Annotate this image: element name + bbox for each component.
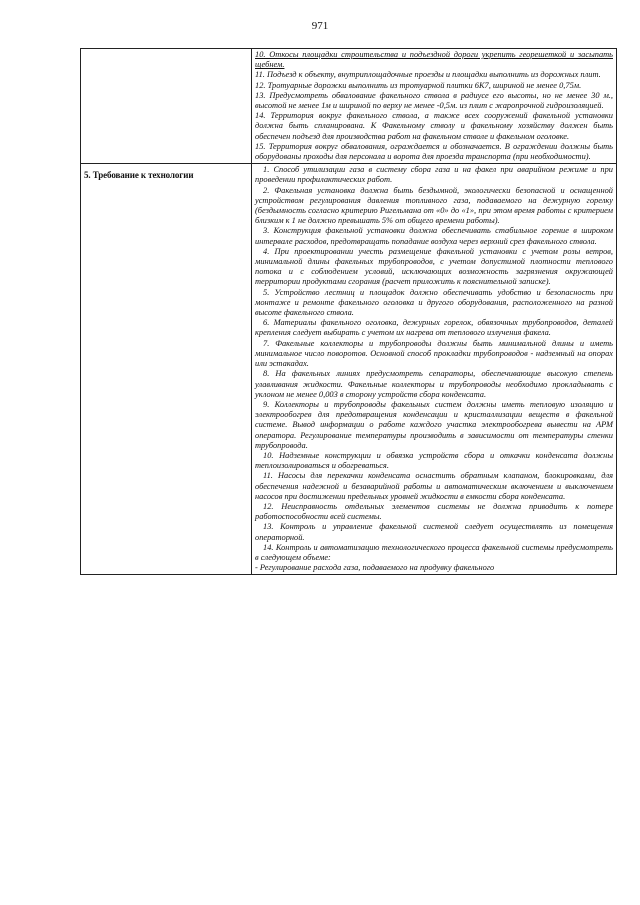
requirements-table [80, 48, 617, 575]
list-item: 1. Способ утилизации газа в систему сбора газа и на факел при аварийном режиме и при проведении профилактических работ. [255, 165, 613, 185]
list-item: 5. Устройство лестниц и площадок должно обеспечивать удобство и безопасность при монтаже и ремонте факельного оголовка и другого оборудования, расположенного на разной высоте факельного ствола. [255, 287, 613, 318]
section-title-cell [81, 164, 252, 575]
list-item: 15. Территория вокруг обвалования, ограждается и обозначается. В ограждении должны быть оборудованы проходы для персонала и ворота для проезда транспорта (при необходимости). [255, 141, 613, 162]
list-item: 13. Предусмотреть обвалование факельного ствола в радиусе его высоты, но не менее 30 м., высотой не менее 1м и шириной по верху не менее -0,5м. из плит с жаропрочной гидроизоляцией. [255, 90, 613, 111]
list-item: 8. На факельных линиях предусмотреть сепараторы, обеспечивающие высокую степень улавливания жидкости. Факельные коллекторы и трубопроводы необходимо прокладывать с уклоном не менее 0,003 в сторону устройств сбора конденсата. [255, 369, 613, 399]
list-item: 9. Коллекторы и трубопроводы факельных систем должны иметь тепловую изоляцию и электрообогрев для предотвращения конденсации и кристаллизации веществ в факельной системе. Вывод информации о работе каждого участка электрообогрева вывести на АРМ оператора. Регулирование температуры производить в зависимости от температуры стенки трубопровода. [255, 399, 613, 450]
list-item: 7. Факельные коллекторы и трубопроводы должны быть минимальной длины и иметь минимальное число поворотов. Основной способ прокладки трубопроводов - надземный на опорах или эстакадах. [255, 338, 613, 369]
section-title: 5. Требование к технологии [84, 170, 194, 181]
list-item: 10. Откосы площадки строительства и подъездной дороги укрепить георешеткой и засыпать щебнем. [255, 50, 613, 70]
list-item: 4. При проектировании учесть размещение факельной установки с учетом розы ветров, минимальной длины факельных трубопроводов, с учетом допустимой плотности теплового потока и с соблюдением условий, исключающих возможность загрязнения окружающей территории продуктами сгорания (расчет приложить к пояснительной записке). [255, 246, 613, 287]
section-content-cell [252, 164, 617, 575]
list-item: 2. Факельная установка должна быть бездымной, экологически безопасной и оснащенной устройством регулирования давления топливного газа, подаваемого на дежурную горелку (бездымность согласно критерию Ригельмана от «0» до «1», при этом время работы с критерием близким к 1 не должно превышать 5% от общего времени работы). [255, 185, 613, 226]
list-item: 10. Надземные конструкции и обвязка устройств сбора и откачки конденсата должны теплоизолироваться и обогреваться. [255, 450, 613, 471]
list-item: 13. Контроль и управление факельной системой следует осуществлять из помещения операторной. [255, 522, 613, 542]
list-item: 14. Контроль и автоматизацию технологического процесса факельной системы предусмотреть в следующем объеме: [255, 542, 613, 562]
list-item: 12. Тротуарные дорожки выполнить из тротуарной плитки 6К7, шириной не менее 0,75м. [255, 80, 582, 90]
section-title-cell [81, 49, 252, 164]
list-item: 11. Подъезд к объекту, внутриплощадочные проезды и площадки выполнить из дорожных плит. [255, 70, 601, 80]
section-content-cell [252, 49, 617, 164]
list-item: 14. Территория вокруг факельного ствола, а также всех сооружений факельной установки должна быть спланирована. К Факельному стволу и факельному хозяйству должен быть обеспечен подъезд для производства работ на факельном стволе и факельном оголовке. [255, 111, 613, 141]
list-item: 11. Насосы для перекачки конденсата оснастить обратным клапаном, блокировками, для обеспечения надежной и безаварийной работы и автоматическим включением и выключением насосов при достижении предельных уровней жидкости в емкости сбора конденсата. [255, 471, 613, 501]
page-number: 971 [311, 20, 329, 32]
list-item: 3. Конструкция факельной установки должна обеспечивать стабильное горение в широком интервале расходов, предотвращать попадание воздуха через верхний срез факельного ствола. [255, 226, 613, 246]
list-item: 6. Материалы факельного оголовка, дежурных горелок, обвязочных трубопроводов, деталей крепления следует выбирать с учетом их нагрева от теплового излучения факела. [255, 318, 613, 338]
list-item: 12. Неисправность отдельных элементов системы не должна приводить к потере работоспособности всей системы. [255, 501, 613, 522]
table-row [81, 49, 617, 164]
list-item: - Регулирование расхода газа, подаваемого на продувку факельного [255, 563, 495, 573]
table-row [81, 164, 617, 575]
